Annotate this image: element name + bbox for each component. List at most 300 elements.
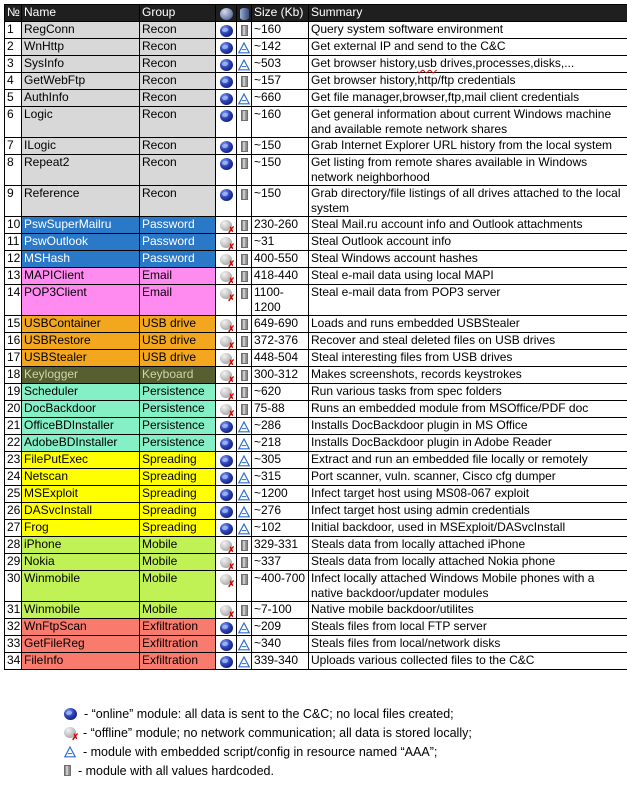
- module-group: Recon: [140, 39, 216, 56]
- online-icon: [220, 59, 233, 71]
- resource-type-cell: [237, 90, 252, 107]
- row-number: 24: [5, 469, 22, 486]
- module-size: ~209: [252, 619, 309, 636]
- module-name: Keylogger: [22, 367, 140, 384]
- table-row: [5, 73, 627, 90]
- module-name: PswSuperMailru: [22, 217, 140, 234]
- network-status-cell: [216, 486, 237, 503]
- module-name: Repeat2: [22, 155, 140, 186]
- network-status-cell: [216, 39, 237, 56]
- network-status-cell: [216, 503, 237, 520]
- module-summary: Runs an embedded module from MSOffice/PDF doc: [309, 401, 627, 418]
- module-name: USBStealer: [22, 350, 140, 367]
- resource-type-cell: [237, 619, 252, 636]
- row-number: 19: [5, 384, 22, 401]
- legend-item: [64, 723, 627, 742]
- resource-type-cell: [237, 520, 252, 537]
- network-status-cell: [216, 537, 237, 554]
- row-number: 1: [5, 22, 22, 39]
- hardcoded-icon: [241, 605, 248, 616]
- network-status-cell: [216, 107, 237, 138]
- module-summary: Steal Outlook account info: [309, 234, 627, 251]
- network-column-icon: [220, 8, 233, 20]
- module-name: WnHttp: [22, 39, 140, 56]
- row-number: 10: [5, 217, 22, 234]
- resource-type-cell: [237, 367, 252, 384]
- resource-type-cell: [237, 333, 252, 350]
- aaa-icon: [238, 421, 250, 433]
- online-icon: [220, 622, 233, 634]
- legend-text: - “offline” module; no network communication; all data is stored locally;: [83, 726, 472, 740]
- col-header-network: [216, 5, 237, 22]
- network-status-cell: [216, 653, 237, 670]
- network-status-cell: [216, 90, 237, 107]
- row-number: 29: [5, 554, 22, 571]
- online-icon: [220, 489, 233, 501]
- summary-text: usb: [417, 56, 436, 70]
- module-summary: Get file manager,browser,ftp,mail client credentials: [309, 90, 627, 107]
- module-name: WnFtpScan: [22, 619, 140, 636]
- online-icon: [220, 455, 233, 467]
- hardcoded-icon: [241, 336, 248, 347]
- module-group: Recon: [140, 138, 216, 155]
- table-row: [5, 251, 627, 268]
- module-group: Exfiltration: [140, 619, 216, 636]
- hardcoded-icon: [241, 557, 248, 568]
- module-size: 300-312: [252, 367, 309, 384]
- offline-icon: [220, 254, 232, 265]
- module-size: 339-340: [252, 653, 309, 670]
- online-icon: [220, 639, 233, 651]
- network-status-cell: [216, 186, 237, 217]
- module-summary: Query system software environment: [309, 22, 627, 39]
- network-status-cell: [216, 350, 237, 367]
- resource-type-cell: [237, 571, 252, 602]
- online-icon: [64, 708, 77, 720]
- module-summary: Steal e-mail data from POP3 server: [309, 285, 627, 316]
- module-size: ~315: [252, 469, 309, 486]
- module-group: USB drive: [140, 350, 216, 367]
- resource-type-cell: [237, 653, 252, 670]
- module-name: Nokia: [22, 554, 140, 571]
- module-group: Password: [140, 217, 216, 234]
- module-group: Exfiltration: [140, 636, 216, 653]
- network-status-cell: [216, 401, 237, 418]
- module-size: ~400-700: [252, 571, 309, 602]
- row-number: 16: [5, 333, 22, 350]
- network-status-cell: [216, 435, 237, 452]
- resource-type-cell: [237, 602, 252, 619]
- module-size: ~286: [252, 418, 309, 435]
- offline-icon: [220, 404, 232, 415]
- hardcoded-icon: [241, 25, 248, 36]
- resource-type-cell: [237, 285, 252, 316]
- module-group: Exfiltration: [140, 653, 216, 670]
- module-summary: Port scanner, vuln. scanner, Cisco cfg dumper: [309, 469, 627, 486]
- modules-table: [4, 4, 627, 670]
- row-number: 4: [5, 73, 22, 90]
- resource-type-cell: [237, 350, 252, 367]
- resource-type-cell: [237, 537, 252, 554]
- aaa-icon: [238, 438, 250, 450]
- network-status-cell: [216, 554, 237, 571]
- module-name: POP3Client: [22, 285, 140, 316]
- hardcoded-icon: [241, 110, 248, 121]
- module-group: Spreading: [140, 469, 216, 486]
- module-group: Recon: [140, 22, 216, 39]
- module-summary: Loads and runs embedded USBStealer: [309, 316, 627, 333]
- offline-icon: [220, 336, 232, 347]
- module-size: ~160: [252, 107, 309, 138]
- offline-icon: [220, 574, 232, 585]
- resource-column-icon: [240, 8, 249, 20]
- network-status-cell: [216, 520, 237, 537]
- module-summary: Steal Windows account hashes: [309, 251, 627, 268]
- module-summary: Extract and run an embedded file locally or remotely: [309, 452, 627, 469]
- module-group: Persistence: [140, 418, 216, 435]
- network-status-cell: [216, 602, 237, 619]
- hardcoded-icon: [241, 370, 248, 381]
- module-size: 75-88: [252, 401, 309, 418]
- module-summary: Infect target host using MS08-067 exploit: [309, 486, 627, 503]
- module-group: Password: [140, 251, 216, 268]
- offline-icon: [220, 288, 232, 299]
- row-number: 6: [5, 107, 22, 138]
- module-name: MSExploit: [22, 486, 140, 503]
- summary-text: drives,processes,disks,...: [437, 56, 574, 70]
- aaa-icon: [238, 59, 250, 71]
- module-name: AuthInfo: [22, 90, 140, 107]
- network-status-cell: [216, 22, 237, 39]
- table-row: [5, 469, 627, 486]
- col-header-size: Size (Kb): [252, 5, 309, 22]
- table-row: [5, 350, 627, 367]
- row-number: 5: [5, 90, 22, 107]
- module-size: ~150: [252, 155, 309, 186]
- row-number: 12: [5, 251, 22, 268]
- legend-item: [64, 704, 627, 723]
- offline-icon: [220, 387, 232, 398]
- module-group: Recon: [140, 73, 216, 90]
- hardcoded-icon: [241, 220, 248, 231]
- resource-type-cell: [237, 554, 252, 571]
- offline-icon: [220, 557, 232, 568]
- module-name: GetFileReg: [22, 636, 140, 653]
- module-group: Mobile: [140, 537, 216, 554]
- aaa-icon: [238, 455, 250, 467]
- module-size: ~31: [252, 234, 309, 251]
- row-number: 28: [5, 537, 22, 554]
- table-row: [5, 486, 627, 503]
- resource-type-cell: [237, 251, 252, 268]
- online-icon: [220, 438, 233, 450]
- module-name: Scheduler: [22, 384, 140, 401]
- module-size: ~150: [252, 186, 309, 217]
- table-row: [5, 56, 627, 73]
- module-size: ~160: [252, 22, 309, 39]
- module-summary: Steal Mail.ru account info and Outlook attachments: [309, 217, 627, 234]
- hardcoded-icon: [241, 288, 248, 299]
- module-name: Logic: [22, 107, 140, 138]
- online-icon: [220, 76, 233, 88]
- table-row: [5, 90, 627, 107]
- row-number: 27: [5, 520, 22, 537]
- module-name: PswOutlook: [22, 234, 140, 251]
- offline-icon: [220, 319, 232, 330]
- table-row: [5, 107, 627, 138]
- network-status-cell: [216, 138, 237, 155]
- module-group: Mobile: [140, 571, 216, 602]
- online-icon: [220, 42, 233, 54]
- hardcoded-icon: [241, 237, 248, 248]
- legend-item: [64, 761, 627, 780]
- hardcoded-icon: [241, 404, 248, 415]
- table-row: [5, 571, 627, 602]
- module-summary: Grab directory/file listings of all drives attached to the local system: [309, 186, 627, 217]
- network-status-cell: [216, 316, 237, 333]
- table-row: [5, 503, 627, 520]
- module-summary: Get listing from remote shares available in Windows network neighborhood: [309, 155, 627, 186]
- resource-type-cell: [237, 486, 252, 503]
- module-summary: Steal e-mail data using local MAPI: [309, 268, 627, 285]
- network-status-cell: [216, 418, 237, 435]
- table-row: [5, 435, 627, 452]
- online-icon: [220, 25, 233, 37]
- aaa-icon: [238, 639, 250, 651]
- aaa-icon: [238, 656, 250, 668]
- resource-type-cell: [237, 469, 252, 486]
- module-summary: Get general information about current Windows machine and available remote network shares: [309, 107, 627, 138]
- module-group: Persistence: [140, 435, 216, 452]
- hardcoded-icon: [241, 158, 248, 169]
- table-row: [5, 619, 627, 636]
- row-number: 14: [5, 285, 22, 316]
- module-size: 418-440: [252, 268, 309, 285]
- module-name: Netscan: [22, 469, 140, 486]
- legend-text: - module with all values hardcoded.: [78, 764, 274, 778]
- resource-type-cell: [237, 316, 252, 333]
- table-row: [5, 217, 627, 234]
- col-header-resource: [237, 5, 252, 22]
- resource-type-cell: [237, 503, 252, 520]
- hardcoded-icon: [241, 141, 248, 152]
- resource-type-cell: [237, 155, 252, 186]
- resource-type-cell: [237, 636, 252, 653]
- resource-type-cell: [237, 401, 252, 418]
- module-name: iPhone: [22, 537, 140, 554]
- hardcoded-icon: [241, 353, 248, 364]
- aaa-icon: [238, 42, 250, 54]
- module-name: Winmobile: [22, 571, 140, 602]
- table-row: [5, 316, 627, 333]
- module-name: GetWebFtp: [22, 73, 140, 90]
- table-row: [5, 186, 627, 217]
- offline-icon: [220, 540, 232, 551]
- table-row: [5, 602, 627, 619]
- module-name: Reference: [22, 186, 140, 217]
- module-name: ILogic: [22, 138, 140, 155]
- legend-text: - “online” module: all data is sent to the C&C; no local files created;: [84, 707, 454, 721]
- module-name: USBRestore: [22, 333, 140, 350]
- network-status-cell: [216, 155, 237, 186]
- aaa-icon: [238, 93, 250, 105]
- module-name: RegConn: [22, 22, 140, 39]
- legend: [64, 704, 627, 780]
- offline-icon: [220, 605, 232, 616]
- module-group: Recon: [140, 186, 216, 217]
- table-row: [5, 537, 627, 554]
- module-summary: Steal interesting files from USB drives: [309, 350, 627, 367]
- module-summary: Installs DocBackdoor plugin in MS Office: [309, 418, 627, 435]
- module-group: Password: [140, 234, 216, 251]
- online-icon: [220, 141, 233, 153]
- module-summary: Steals data from locally attached Nokia phone: [309, 554, 627, 571]
- network-status-cell: [216, 73, 237, 90]
- row-number: 3: [5, 56, 22, 73]
- network-status-cell: [216, 56, 237, 73]
- col-header-summary: Summary: [309, 5, 627, 22]
- module-size: ~305: [252, 452, 309, 469]
- hardcoded-icon: [241, 189, 248, 200]
- aaa-icon: [238, 523, 250, 535]
- table-row: [5, 285, 627, 316]
- row-number: 21: [5, 418, 22, 435]
- offline-icon: [220, 271, 232, 282]
- row-number: 13: [5, 268, 22, 285]
- module-size: ~340: [252, 636, 309, 653]
- aaa-icon: [238, 506, 250, 518]
- row-number: 11: [5, 234, 22, 251]
- row-number: 23: [5, 452, 22, 469]
- row-number: 9: [5, 186, 22, 217]
- resource-type-cell: [237, 435, 252, 452]
- module-group: USB drive: [140, 316, 216, 333]
- module-name: MSHash: [22, 251, 140, 268]
- resource-type-cell: [237, 22, 252, 39]
- resource-type-cell: [237, 418, 252, 435]
- table-row: [5, 138, 627, 155]
- row-number: 2: [5, 39, 22, 56]
- module-group: Spreading: [140, 503, 216, 520]
- module-name: OfficeBDInstaller: [22, 418, 140, 435]
- module-summary: Recover and steal deleted files on USB drives: [309, 333, 627, 350]
- online-icon: [220, 93, 233, 105]
- row-number: 15: [5, 316, 22, 333]
- network-status-cell: [216, 384, 237, 401]
- module-name: SysInfo: [22, 56, 140, 73]
- module-size: ~150: [252, 138, 309, 155]
- table-row: [5, 268, 627, 285]
- aaa-icon: [238, 489, 250, 501]
- resource-type-cell: [237, 138, 252, 155]
- header-row: [5, 5, 627, 22]
- module-name: Frog: [22, 520, 140, 537]
- network-status-cell: [216, 571, 237, 602]
- table-row: [5, 653, 627, 670]
- row-number: 20: [5, 401, 22, 418]
- offline-icon: [64, 727, 76, 738]
- module-size: ~503: [252, 56, 309, 73]
- module-summary: Uploads various collected files to the C&C: [309, 653, 627, 670]
- summary-text: Get browser history,: [311, 56, 417, 70]
- table-row: [5, 234, 627, 251]
- module-size: 372-376: [252, 333, 309, 350]
- aaa-icon: [64, 746, 76, 758]
- module-size: ~218: [252, 435, 309, 452]
- module-name: FilePutExec: [22, 452, 140, 469]
- module-summary: [309, 56, 627, 73]
- module-summary: Steals files from local FTP server: [309, 619, 627, 636]
- network-status-cell: [216, 333, 237, 350]
- module-summary: Native mobile backdoor/utilites: [309, 602, 627, 619]
- offline-icon: [220, 237, 232, 248]
- module-name: AdobeBDInstaller: [22, 435, 140, 452]
- row-number: 31: [5, 602, 22, 619]
- module-group: Mobile: [140, 554, 216, 571]
- table-row: [5, 401, 627, 418]
- network-status-cell: [216, 367, 237, 384]
- module-size: 400-550: [252, 251, 309, 268]
- network-status-cell: [216, 619, 237, 636]
- module-group: Email: [140, 285, 216, 316]
- row-number: 8: [5, 155, 22, 186]
- module-group: Recon: [140, 107, 216, 138]
- hardcoded-icon: [241, 574, 248, 585]
- module-summary: Infect locally attached Windows Mobile phones with a native backdoor/updater modules: [309, 571, 627, 602]
- online-icon: [220, 158, 233, 170]
- resource-type-cell: [237, 217, 252, 234]
- online-icon: [220, 506, 233, 518]
- offline-icon: [220, 220, 232, 231]
- module-group: Persistence: [140, 401, 216, 418]
- module-group: Spreading: [140, 520, 216, 537]
- online-icon: [220, 472, 233, 484]
- module-name: MAPIClient: [22, 268, 140, 285]
- network-status-cell: [216, 285, 237, 316]
- row-number: 25: [5, 486, 22, 503]
- module-name: USBContainer: [22, 316, 140, 333]
- aaa-icon: [238, 472, 250, 484]
- hardcoded-icon: [241, 319, 248, 330]
- network-status-cell: [216, 636, 237, 653]
- module-group: Spreading: [140, 452, 216, 469]
- table-row: [5, 636, 627, 653]
- module-group: USB drive: [140, 333, 216, 350]
- module-name: DocBackdoor: [22, 401, 140, 418]
- aaa-icon: [238, 622, 250, 634]
- row-number: 32: [5, 619, 22, 636]
- resource-type-cell: [237, 186, 252, 217]
- resource-type-cell: [237, 73, 252, 90]
- row-number: 22: [5, 435, 22, 452]
- module-size: ~1200: [252, 486, 309, 503]
- legend-text: - module with embedded script/config in resource named “AAA”;: [83, 745, 437, 759]
- module-size: 649-690: [252, 316, 309, 333]
- module-size: 230-260: [252, 217, 309, 234]
- hardcoded-icon: [241, 76, 248, 87]
- module-group: Recon: [140, 155, 216, 186]
- online-icon: [220, 421, 233, 433]
- module-summary: Get browser history,http/ftp credentials: [309, 73, 627, 90]
- module-group: Mobile: [140, 602, 216, 619]
- hardcoded-icon: [241, 254, 248, 265]
- module-size: 448-504: [252, 350, 309, 367]
- row-number: 34: [5, 653, 22, 670]
- module-group: Email: [140, 268, 216, 285]
- col-header-name: Name: [22, 5, 140, 22]
- module-size: ~276: [252, 503, 309, 520]
- module-group: Persistence: [140, 384, 216, 401]
